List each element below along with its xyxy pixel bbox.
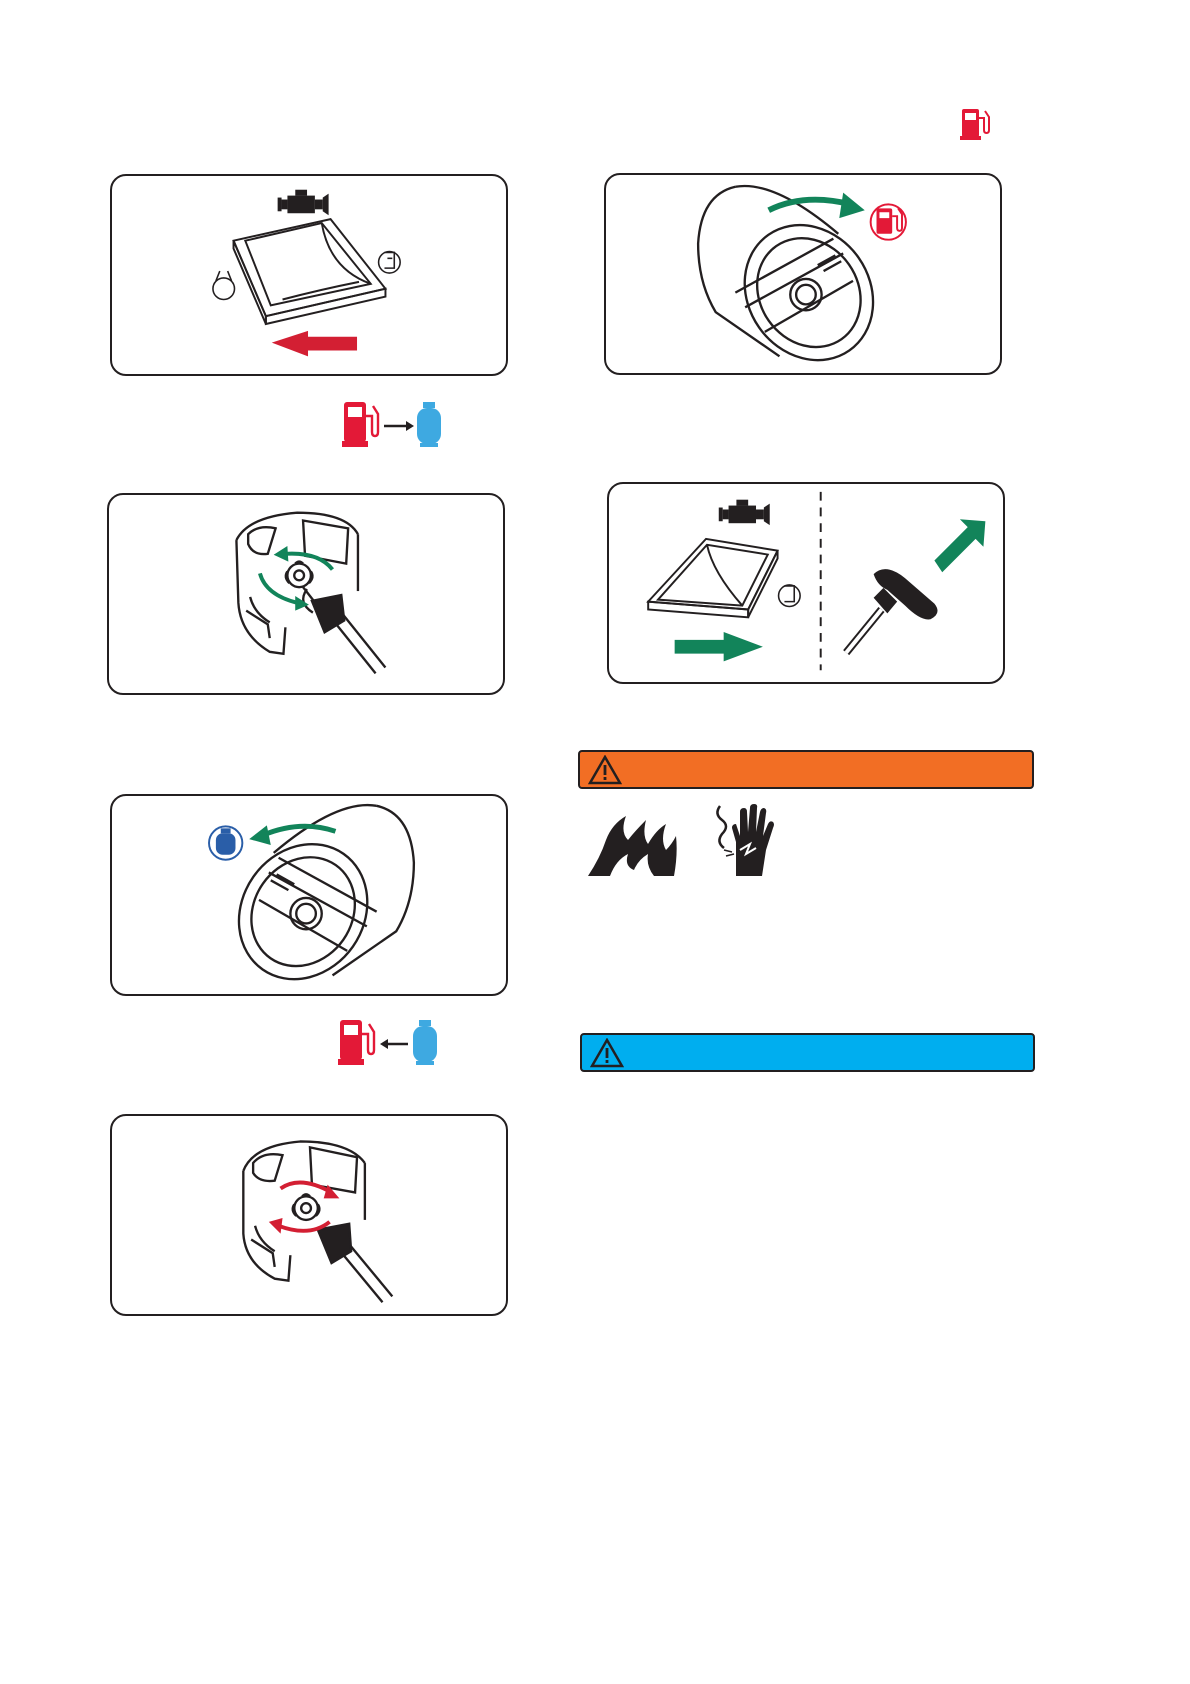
green-arrow-right — [675, 632, 763, 661]
lpg-to-gas-icon-group — [338, 1018, 440, 1066]
rocker-switch — [234, 219, 386, 324]
start-symbol-icon — [379, 251, 401, 273]
figure-lpg-valve-close — [110, 1114, 508, 1316]
off-symbol-icon — [213, 271, 235, 299]
green-arrow-up-right — [934, 519, 985, 572]
fuel-pump-icon — [871, 204, 906, 239]
figure-fuel-selector-to-lpg — [110, 794, 508, 996]
fuel-pump-icon — [338, 1020, 374, 1065]
engine-icon — [719, 500, 770, 525]
fire-hazard-icon — [586, 810, 680, 878]
header-fuel-pump-icon — [960, 106, 990, 140]
gas-to-lpg-icon-group — [342, 400, 444, 448]
engine-icon — [278, 190, 329, 215]
choke-handle-icon — [846, 569, 937, 652]
rocker-switch — [648, 539, 777, 617]
lpg-cylinder-icon — [209, 826, 242, 859]
red-arrow-clockwise — [281, 1183, 332, 1193]
red-arrow-left — [272, 331, 357, 356]
arrow-right-icon — [384, 421, 414, 431]
warning-triangle-icon — [588, 755, 622, 785]
caution-bar — [580, 1033, 1035, 1072]
arrow-left-icon — [380, 1039, 408, 1049]
figure-lpg-valve-open — [107, 493, 505, 695]
start-symbol-icon — [779, 585, 801, 607]
fuel-pump-icon — [342, 402, 378, 447]
figure-fuel-selector-to-gasoline — [604, 173, 1002, 375]
lpg-cylinder-icon — [417, 402, 441, 447]
green-arrow-right — [769, 200, 851, 211]
caution-triangle-icon — [590, 1038, 624, 1068]
electric-shock-icon — [710, 802, 778, 878]
warning-bar — [578, 750, 1034, 789]
lpg-cylinder-icon — [413, 1020, 437, 1065]
figure-engine-switch-off — [110, 174, 508, 376]
figure-engine-switch-on-and-choke-pull — [607, 482, 1005, 684]
